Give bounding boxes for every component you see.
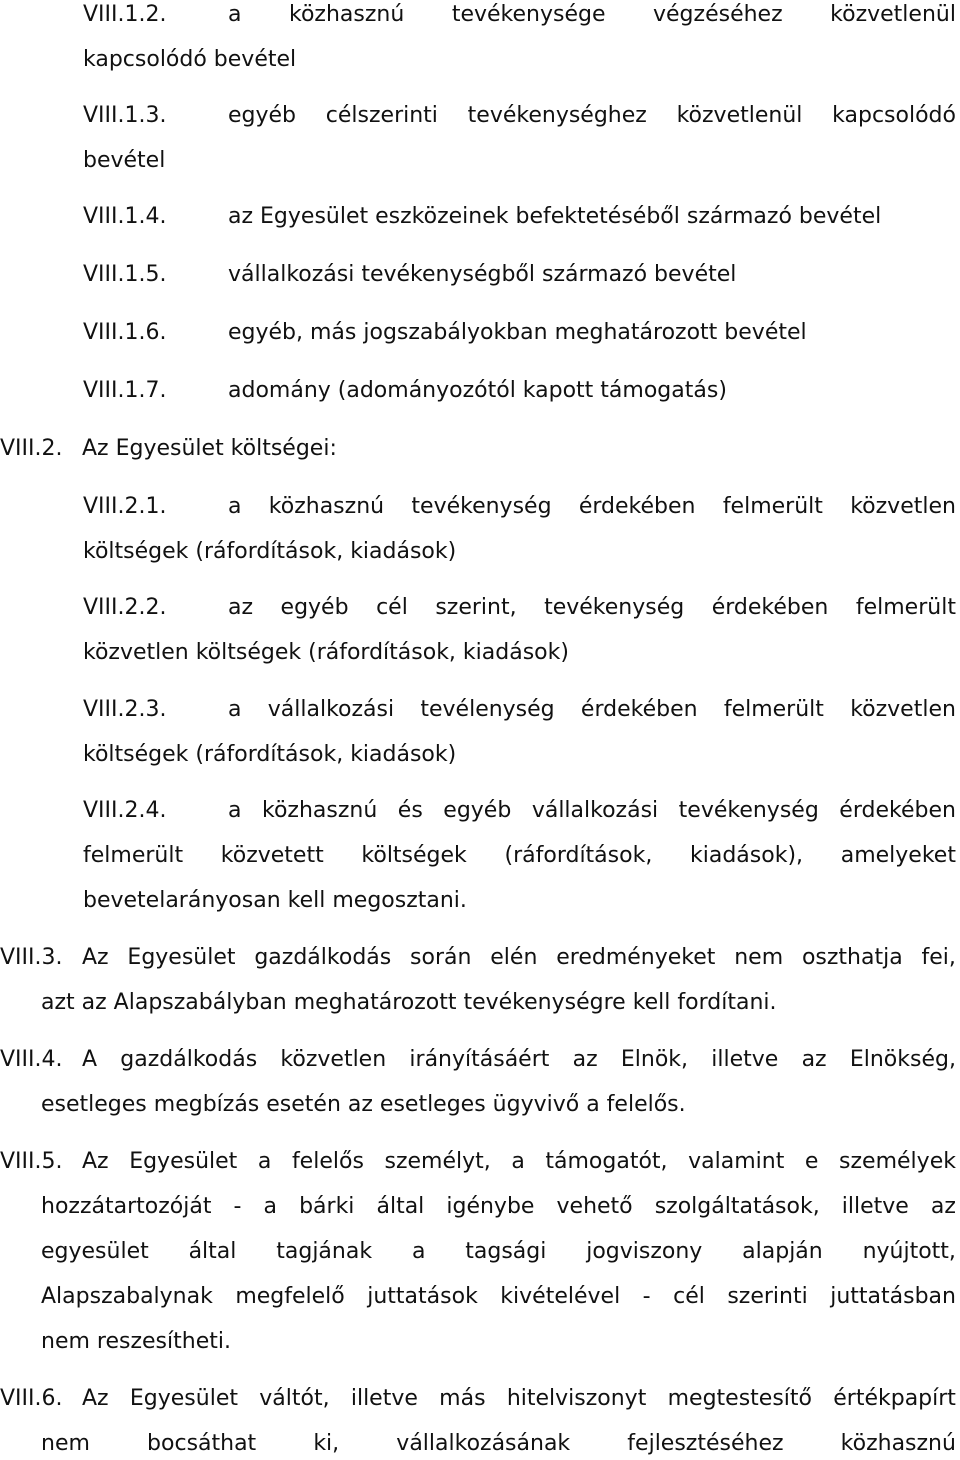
word: érdekében [711,595,829,620]
word: tevékenység [678,798,819,823]
word: közvetett [220,843,324,868]
section-text-line [228,2,956,27]
word: Elnök, [620,1047,689,1072]
word: amelyeket [840,843,956,868]
word: célszerinti [325,103,438,128]
word: szerint, [435,595,517,620]
word: egyéb [280,595,349,620]
section-number: VIII.2.3. [83,697,167,722]
word: kapcsolódó [832,103,956,128]
word: illetve [841,1194,909,1219]
word: juttatásban [830,1284,956,1309]
section-text-line [228,697,956,722]
word: illetve [350,1386,418,1411]
section-text-line: esetleges megbízás esetén az esetleges ügyvivő a felelős. [41,1092,686,1117]
word: Az [82,1149,109,1174]
word: irányításáért [409,1047,550,1072]
word: nyújtott, [862,1239,956,1264]
word: hitelviszonyt [506,1386,647,1411]
word: az [572,1047,598,1072]
word: egyéb [228,103,297,128]
word: Alapszabalynak [41,1284,213,1309]
word: a [228,494,242,519]
word: az [228,595,254,620]
word: nem [41,1431,90,1456]
word: megtestesítő [667,1386,812,1411]
word: hozzátartozóját [41,1194,212,1219]
word: gazdálkodás [254,945,392,970]
word: jogviszony [586,1239,703,1264]
section-number: VIII.2. [0,436,63,461]
word: Egyesület [129,1149,238,1174]
word: tevékenység [544,595,685,620]
word: felmerült [83,843,184,868]
word: nem [734,945,784,970]
word: a [228,697,242,722]
word: közhasznú [268,494,385,519]
word: egyéb [443,798,512,823]
word: az [801,1047,827,1072]
section-number: VIII.1.2. [83,2,167,27]
word: a [228,798,242,823]
word: Az [82,1386,109,1411]
word: tevélenység [420,697,555,722]
section-number: VIII.1.4. [83,204,167,229]
word: közhasznú [289,2,405,27]
word: egyesület [41,1239,149,1264]
word: személyek [839,1149,956,1174]
word: Elnökség, [849,1047,956,1072]
word: - [233,1194,242,1219]
word: felelős [291,1149,364,1174]
word: közvetlenül [830,2,956,27]
word: vállalkozási [531,798,659,823]
word: tevékenység [411,494,552,519]
section-text-line [82,1149,956,1174]
word: felmerült [855,595,956,620]
section-number: VIII.1.5. [83,262,167,287]
section-text-line [228,103,956,128]
word: által [188,1239,237,1264]
section-text-line [228,494,956,519]
section-text-line [228,798,956,823]
word: során [410,945,472,970]
section-text-line: közvetlen költségek (ráfordítások, kiadások) [83,640,569,665]
section-text-line [41,1284,956,1309]
section-number: VIII.1.3. [83,103,167,128]
section-number: VIII.1.6. [83,320,167,345]
word: a [511,1149,525,1174]
word: a [228,2,242,27]
word: megfelelő [235,1284,345,1309]
section-text-line: egyéb, más jogszabályokban meghatározott bevétel [228,320,807,345]
word: felmerült [723,697,824,722]
section-text-line: nem reszesítheti. [41,1329,231,1354]
word: igénybe [446,1194,535,1219]
word: illetve [711,1047,779,1072]
word: végzéséhez [653,2,783,27]
word: oszthatja [801,945,903,970]
word: tevékenysége [451,2,606,27]
section-text-line: az Egyesület eszközeinek befektetéséből származó bevétel [228,204,882,229]
word: fejlesztéséhez [627,1431,784,1456]
word: (ráfordítások, [504,843,653,868]
word: közvetlen [850,494,956,519]
word: költségek [361,843,467,868]
word: e [804,1149,819,1174]
word: a [411,1239,426,1264]
word: közvetlenül [676,103,803,128]
word: szerinti [727,1284,808,1309]
word: cél [673,1284,705,1309]
section-number: VIII.2.4. [83,798,167,823]
word: támogatót, [545,1149,668,1174]
word: Egyesület [127,945,236,970]
section-text-line [82,1386,956,1411]
section-text-line [83,843,956,868]
word: juttatások [367,1284,478,1309]
word: elén [490,945,538,970]
section-text-line: bevétel [83,148,166,173]
section-text-line: költségek (ráfordítások, kiadások) [83,742,457,767]
word: vállalkozásának [396,1431,571,1456]
word: gazdálkodás [120,1047,258,1072]
word: közhasznú [840,1431,956,1456]
word: ki, [313,1431,340,1456]
word: valamint [688,1149,785,1174]
section-number: VIII.3. [0,945,63,970]
word: közvetlen [280,1047,387,1072]
section-text-line [41,1431,956,1456]
section-text-line: Az Egyesület költségei: [82,436,337,461]
word: A [82,1047,98,1072]
word: érdekében [839,798,956,823]
word: kiadások), [690,843,804,868]
word: Egyesület [129,1386,238,1411]
section-text-line: vállalkozási tevékenységből származó bevétel [228,262,737,287]
word: - [642,1284,651,1309]
section-number: VIII.6. [0,1386,63,1411]
section-text-line [41,1194,956,1219]
word: a [263,1194,278,1219]
section-text-line: adomány (adományozótól kapott támogatás) [228,378,727,403]
word: tagjának [276,1239,373,1264]
word: Az [82,945,109,970]
word: személyt, [384,1149,491,1174]
word: érdekében [578,494,696,519]
section-number: VIII.5. [0,1149,63,1174]
section-text-line: azt az Alapszabályban meghatározott tevékenységre kell fordítani. [41,990,777,1015]
word: bárki [299,1194,355,1219]
word: a [257,1149,272,1174]
word: érdekében [580,697,698,722]
word: szolgáltatások, [654,1194,820,1219]
section-text-line: bevetelarányosan kell megosztani. [83,888,467,913]
section-number: VIII.1.7. [83,378,167,403]
word: tagsági [465,1239,547,1264]
section-text-line: költségek (ráfordítások, kiadások) [83,539,457,564]
word: alapján [742,1239,823,1264]
section-text-line [41,1239,956,1264]
word: és [397,798,423,823]
word: vállalkozási [267,697,395,722]
word: által [376,1194,425,1219]
word: vehető [556,1194,633,1219]
word: eredményeket [556,945,716,970]
word: felmerült [722,494,823,519]
section-number: VIII.4. [0,1047,63,1072]
word: cél [376,595,408,620]
word: az [930,1194,956,1219]
word: kivételével [500,1284,621,1309]
word: más [439,1386,486,1411]
word: közhasznú [261,798,378,823]
section-text-line [228,595,956,620]
word: váltót, [259,1386,330,1411]
word: értékpapírt [833,1386,956,1411]
word: fei, [921,945,956,970]
section-number: VIII.2.1. [83,494,167,519]
word: tevékenységhez [467,103,647,128]
section-text-line: kapcsolódó bevétel [83,47,297,72]
section-text-line [82,945,956,970]
word: közvetlen [850,697,956,722]
section-number: VIII.2.2. [83,595,167,620]
section-text-line [82,1047,956,1072]
word: bocsáthat [147,1431,257,1456]
